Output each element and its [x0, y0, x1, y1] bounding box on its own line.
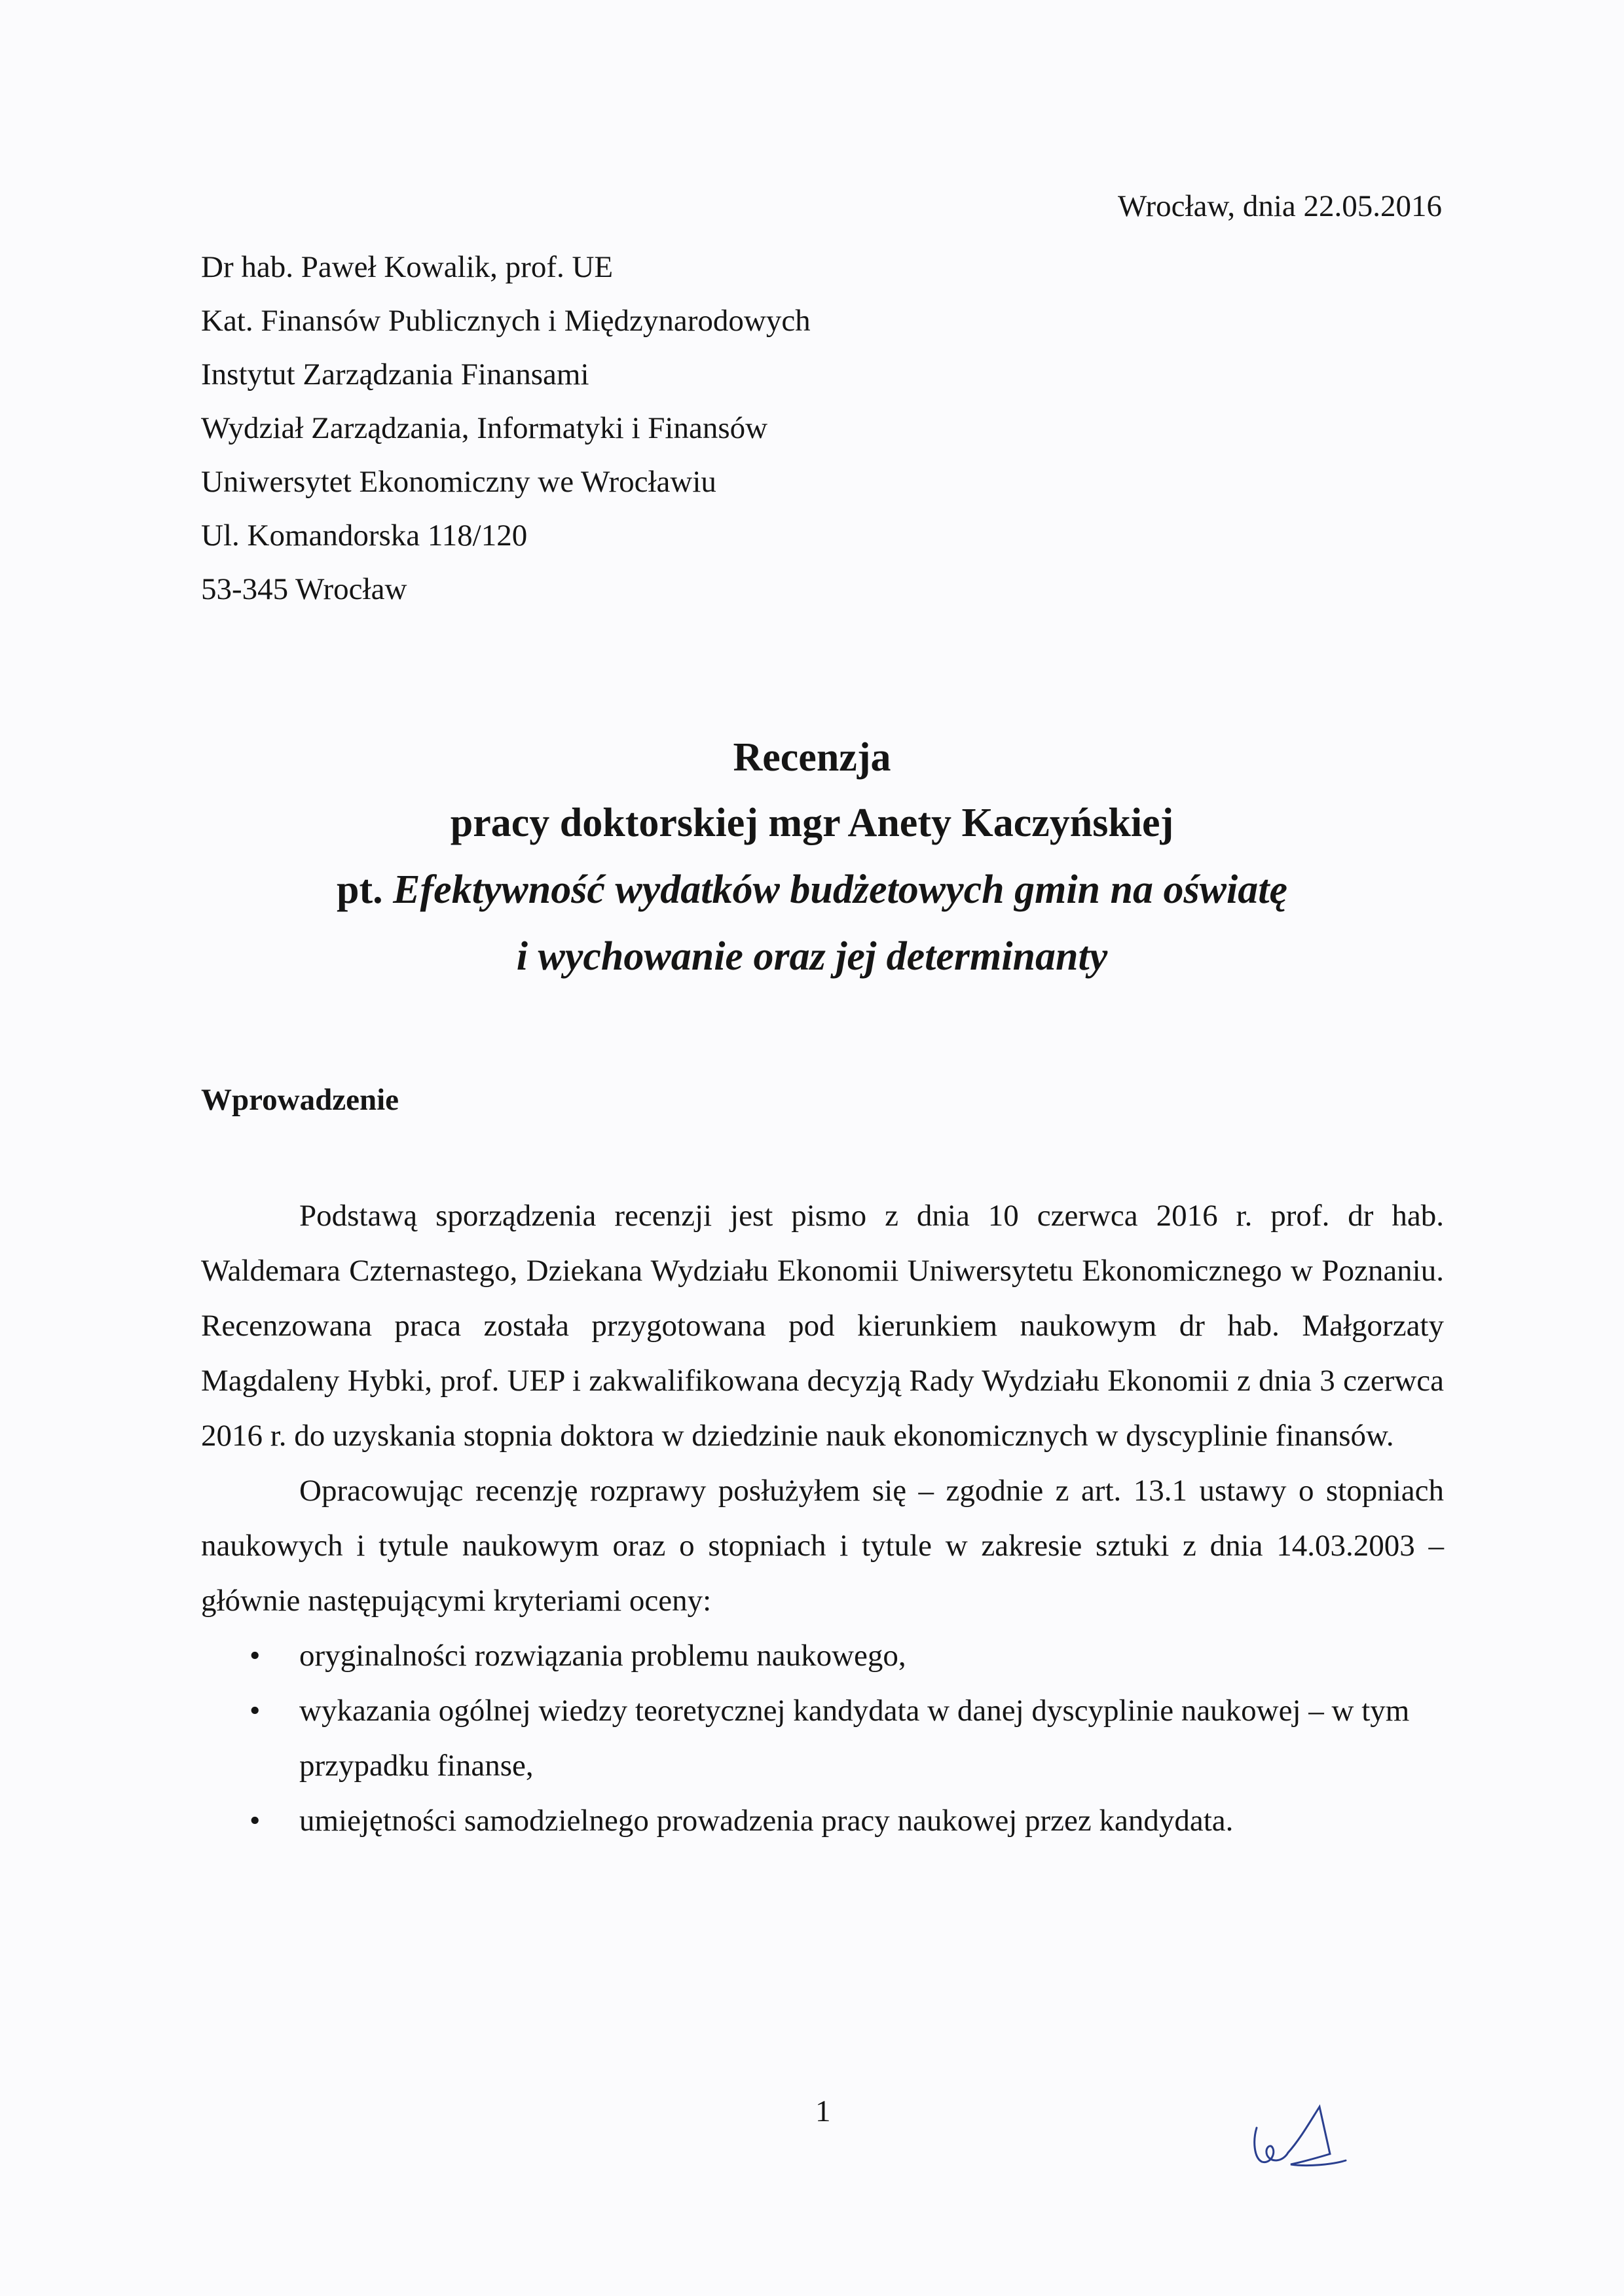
sender-university: Uniwersytet Ekonomiczny we Wrocławiu: [201, 465, 716, 499]
sender-department: Kat. Finansów Publicznych i Międzynarodowych: [201, 304, 811, 338]
bullet-icon: •: [249, 1639, 261, 1673]
sender-faculty: Wydział Zarządzania, Informatyki i Finansów: [201, 411, 768, 445]
sender-city: 53-345 Wrocław: [201, 572, 407, 606]
page-number: 1: [815, 2094, 831, 2128]
list-item-text: wykazania ogólnej wiedzy teoretycznej kandydata w danej dyscyplinie naukowej – w tym przypadku finanse,: [299, 1694, 1410, 1783]
paragraph-2: Opracowując recenzję rozprawy posłużyłem się – zgodnie z art. 13.1 ustawy o stopniach naukowych i tytule naukowym oraz o stopniach i tytule w zakresie sztuki z dnia 14.03.2003 – głównie następującymi kryteriami oceny:: [201, 1474, 1444, 1618]
list-item-text: umiejętności samodzielnego prowadzenia pracy naukowej przez kandydata.: [299, 1804, 1234, 1838]
review-title-block: [196, 725, 1428, 990]
thesis-title-line1: [196, 856, 1428, 923]
thesis-title-prefix: pt.: [337, 867, 394, 912]
list-item: [201, 1683, 1444, 1793]
criteria-list: [201, 1628, 1444, 1848]
thesis-title-line2: i wychowanie oraz jej determinanty: [516, 934, 1108, 979]
sender-street: Ul. Komandorska 118/120: [201, 519, 528, 553]
section-heading: Wprowadzenie: [201, 1083, 399, 1117]
signature-initials: [1247, 2102, 1365, 2174]
sender-address-block: [201, 240, 811, 616]
list-item-text: oryginalności rozwiązania problemu naukowego,: [299, 1639, 906, 1673]
section-body: [201, 1188, 1444, 1848]
review-title: Recenzja: [733, 735, 891, 780]
paragraph-1: Podstawą sporządzenia recenzji jest pismo z dnia 10 czerwca 2016 r. prof. dr hab. Waldemara Czternastego, Dziekana Wydziału Ekonomii Uniwersytetu Ekonomicznego w Poznaniu. Recenzowana praca została przygotowana pod kierunkiem naukowym dr hab. Małgorzaty Magdaleny Hybki, prof. UEP i zakwalifikowana decyzją Rady Wydziału Ekonomii z dnia 3 czerwca 2016 r. do uzyskania stopnia doktora w dziedzinie nauk ekonomicznych w dyscyplinie finansów.: [201, 1199, 1444, 1453]
sender-name: Dr hab. Paweł Kowalik, prof. UE: [201, 250, 614, 284]
review-subject-line: pracy doktorskiej mgr Anety Kaczyńskiej: [450, 801, 1174, 845]
thesis-title-part1: Efektywność wydatków budżetowych gmin na oświatę: [393, 867, 1287, 912]
bullet-icon: •: [249, 1804, 261, 1838]
list-item: [201, 1628, 1444, 1683]
list-item: [201, 1793, 1444, 1848]
bullet-icon: •: [249, 1694, 261, 1728]
sender-institute: Instytut Zarządzania Finansami: [201, 357, 589, 392]
document-date: Wrocław, dnia 22.05.2016: [1118, 189, 1442, 223]
